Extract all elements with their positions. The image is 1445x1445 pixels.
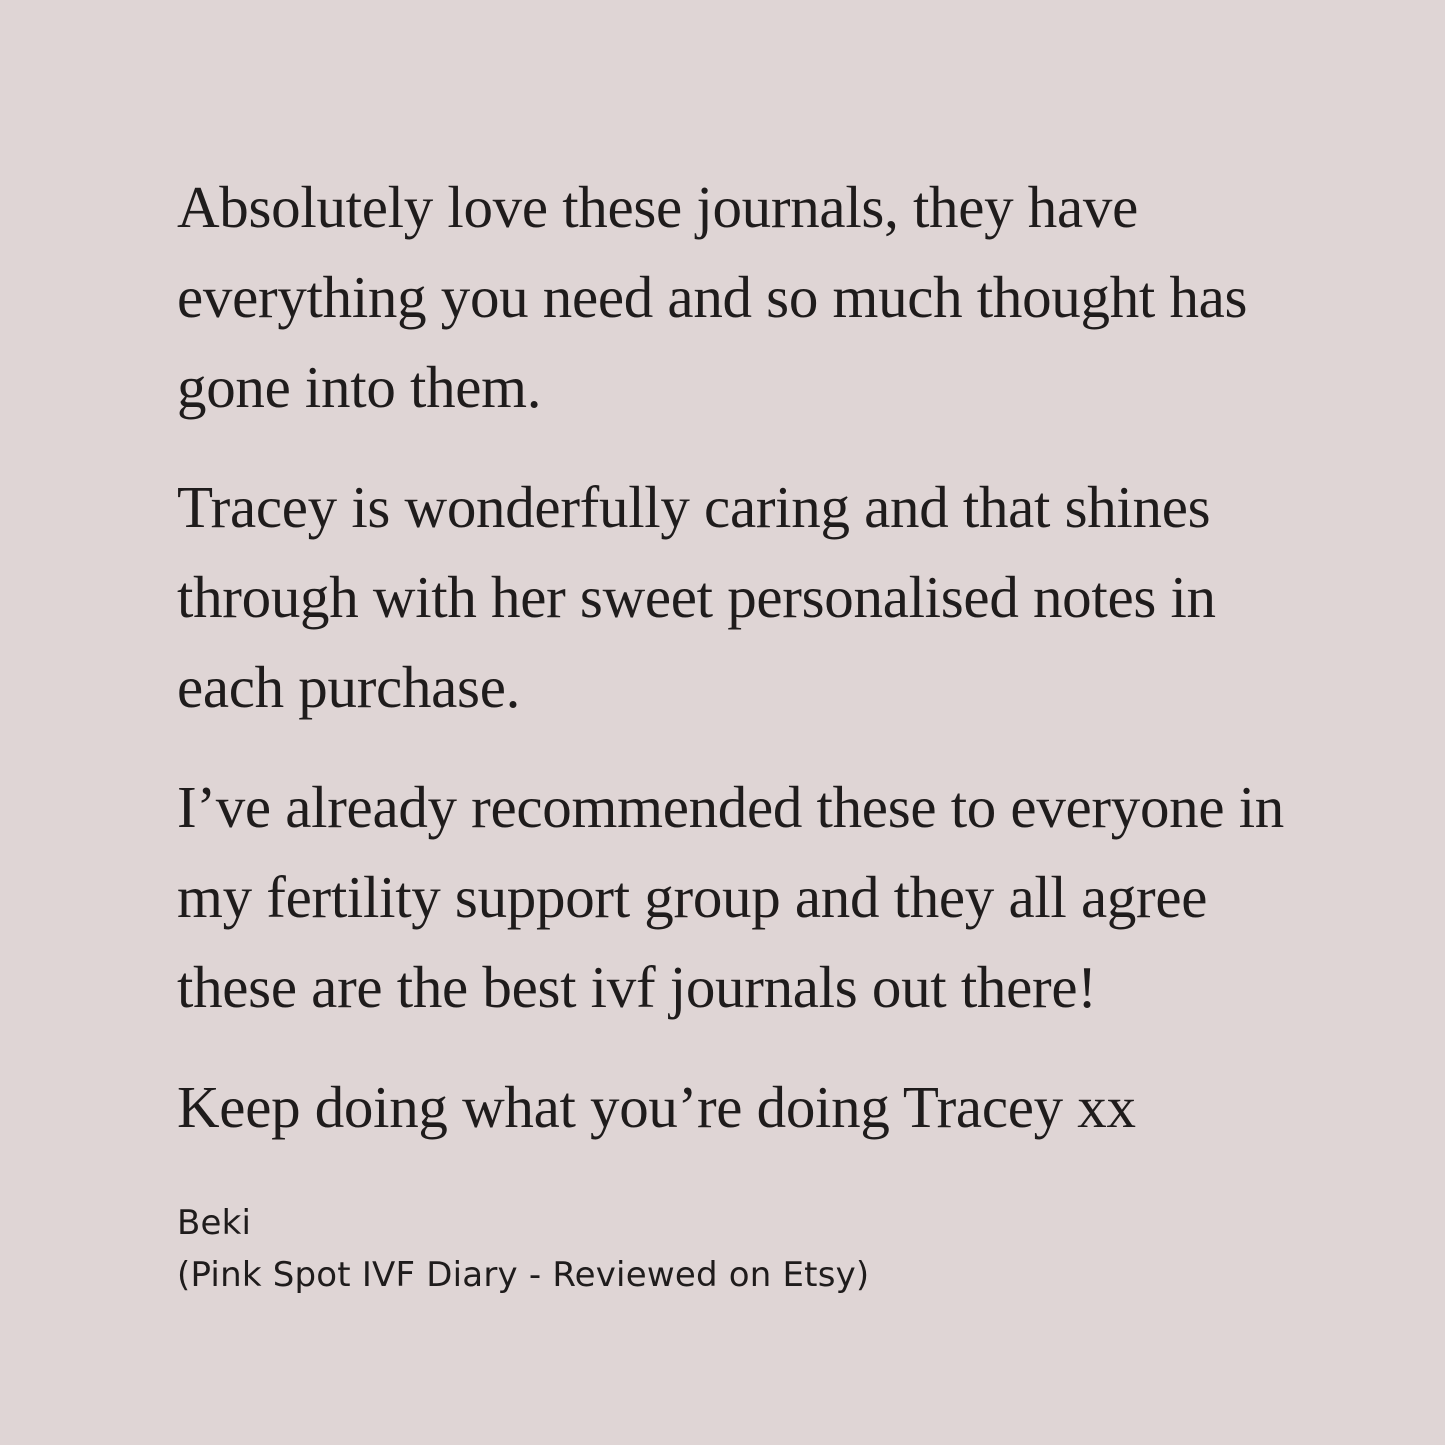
reviewer-name: Beki bbox=[177, 1203, 252, 1243]
review-paragraph: Tracey is wonderfully caring and that shines through with her sweet personalised notes in each purchase. bbox=[177, 474, 1216, 720]
review-quote bbox=[177, 162, 1307, 1182]
review-paragraph: I’ve already recommended these to everyone in my fertility support group and they all agree these are the best ivf journals out there! bbox=[177, 774, 1284, 1020]
review-paragraph: Absolutely love these journals, they have everything you need and so much thought has gone into them. bbox=[177, 174, 1248, 420]
review-source: (Pink Spot IVF Diary - Reviewed on Etsy) bbox=[177, 1255, 870, 1295]
review-attribution bbox=[177, 1197, 869, 1301]
review-paragraph: Keep doing what you’re doing Tracey xx bbox=[177, 1074, 1136, 1140]
